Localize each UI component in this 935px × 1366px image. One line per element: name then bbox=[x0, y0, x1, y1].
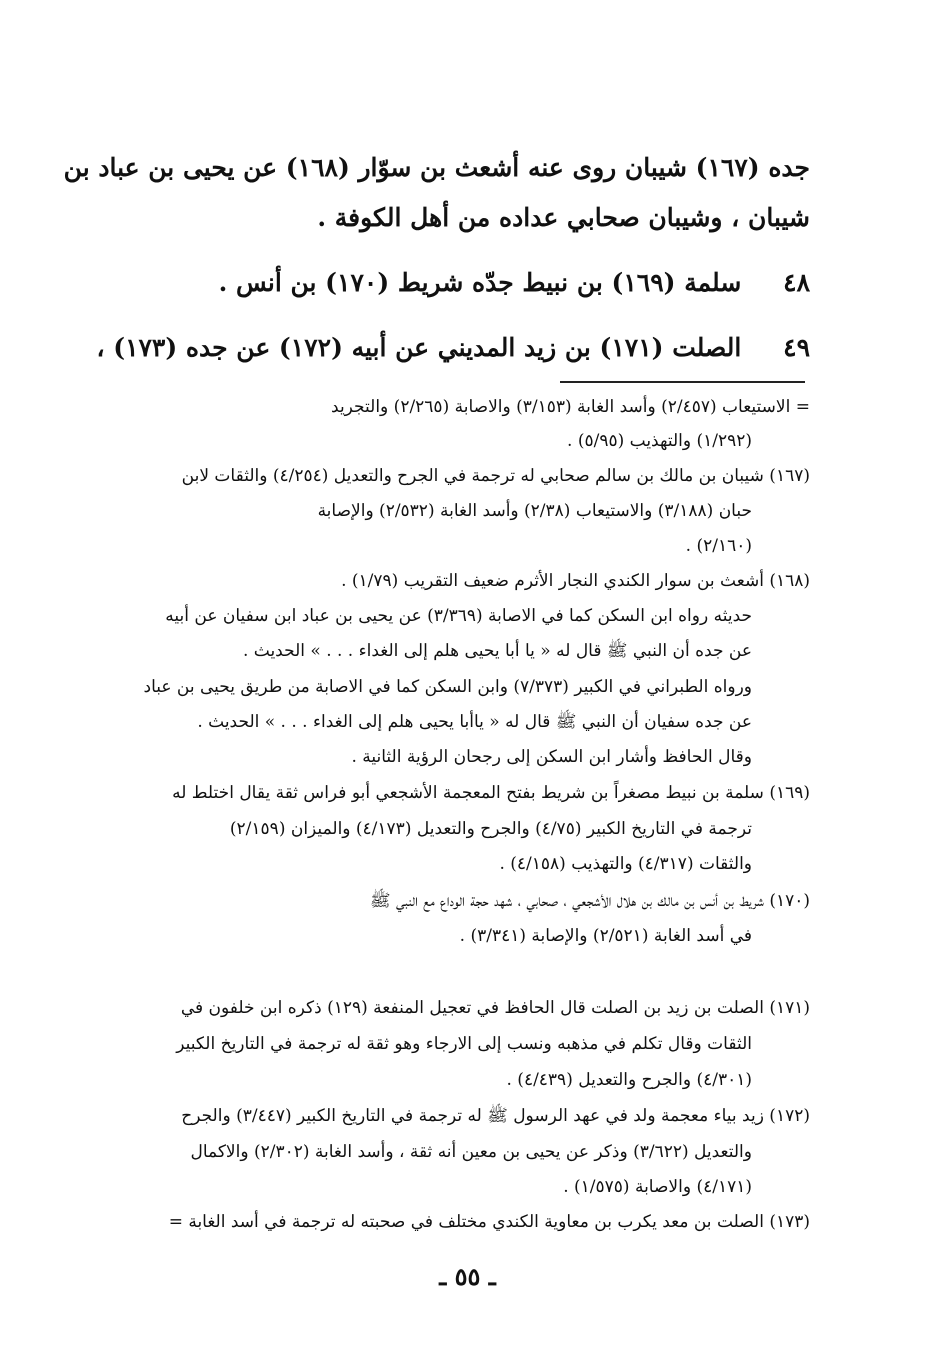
entry-49 bbox=[96, 333, 810, 362]
footnote-line: والثقات (٤/٣١٧) والتهذيب (٤/١٥٨) . bbox=[499, 854, 752, 874]
footnote-line: حديثه رواه ابن السكن كما في الاصابة (٣/٣٦٩) عن يحيى بن عباد ابن سفيان عن أبيه bbox=[165, 606, 752, 626]
entry-number: ٤٩ bbox=[783, 333, 810, 362]
entry-text: سلمة (١٦٩) بن نبيط جدّه شريط (١٧٠) بن أنس . bbox=[218, 268, 742, 297]
footnote-line: (١٧٣) الصلت بن معد يكرب بن معاوية الكندي مختلف في صحبته له ترجمة في أسد الغابة = bbox=[168, 1212, 810, 1232]
footnote-line: (١/٢٩٢) والتهذيب (٥/٩٥) . bbox=[567, 431, 752, 451]
footnote-line: (١٦٩) سلمة بن نبيط مصغراً بن شريط بفتح المعجمة الأشجعي أبو فراس ثقة يقال اختلط له bbox=[172, 783, 810, 803]
footnote-line: وقال الحافظ وأشار ابن السكن إلى رجحان الرؤية الثانية . bbox=[351, 747, 752, 767]
entry-number: ٤٨ bbox=[783, 268, 810, 297]
footnote-line: (٤/٣٠١) والجرح والتعديل (٤/٤٣٩) . bbox=[506, 1070, 752, 1090]
footnote-line: ورواه الطبراني في الكبير (٧/٣٧٣) وابن السكن كما في الاصابة من طريق يحيى بن عباد bbox=[143, 677, 752, 697]
footnote-line: (١٦٨) أشعث بن سوار الكندي النجار الأثرم ضعيف التقريب (١/٧٩) . bbox=[341, 571, 810, 591]
footnote-line: في أسد الغابة (٢/٥٢١) والإصابة (٣/٣٤١) . bbox=[459, 926, 752, 946]
footnote-line: (٢/١٦٠) . bbox=[685, 536, 752, 556]
footnote-line: حبان (٣/١٨٨) والاستيعاب (٢/٣٨) وأسد الغابة (٢/٥٣٢) والإصابة bbox=[317, 501, 752, 521]
footnote-line: عن جده أن النبي ﷺ قال له « يا أبا يحيى هلم إلى الغداء . . . » الحديث . bbox=[242, 641, 752, 661]
main-text-line-1: جده (١٦٧) شيبان روى عنه أشعث بن سوّار (١٦٨) عن يحيى بن عباد بن bbox=[63, 153, 810, 182]
footnote-line: = الاستيعاب (٢/٤٥٧) وأسد الغابة (٣/١٥٣) والاصابة (٢/٢٦٥) والتجريد bbox=[331, 397, 810, 417]
footnote-line: (١٧٠) شريط بن أنس بن مالك بن هلال الأشجعي ، صحابي ، شهد حجة الوداع مع النبي ﷺ bbox=[370, 891, 810, 911]
page-number: ـ ٥٥ ـ bbox=[439, 1262, 496, 1291]
footnote-line: ترجمة في التاريخ الكبير (٤/٧٥) والجرح والتعديل (٤/١٧٣) والميزان (٢/١٥٩) bbox=[229, 819, 752, 839]
footnote-line: (١٧١) الصلت بن زيد بن الصلت قال الحافظ في تعجيل المنفعة (١٢٩) ذكره ابن خلفون في bbox=[180, 998, 810, 1018]
footnote-line: والتعديل (٣/٦٢٢) وذكر عن يحيى بن معين أنه ثقة ، وأسد الغابة (٢/٣٠٢) والاكمال bbox=[190, 1142, 752, 1162]
footnote-line: (١٦٧) شيبان بن مالك بن سالم صحابي له ترجمة في الجرح والتعديل (٤/٢٥٤) والثقات لابن bbox=[181, 466, 810, 486]
footnote-line: عن جده سفيان أن النبي ﷺ قال له « ياأبا يحيى هلم إلى الغداء . . . » الحديث . bbox=[197, 712, 752, 732]
footnote-line: الثقات وقال تكلم في مذهبه ونسب إلى الارجاء وهو ثقة له ترجمة في التاريخ الكبير bbox=[176, 1034, 752, 1054]
entry-48 bbox=[120, 268, 810, 297]
footnote-separator bbox=[560, 381, 805, 383]
main-text-line-2: شيبان ، وشيبان صحابي عداده من أهل الكوفة . bbox=[317, 203, 810, 232]
footnote-line: (٤/١٧١) والاصابة (١/٥٧٥) . bbox=[563, 1177, 752, 1197]
footnote-line: (١٧٢) زيد بياء معجمة ولد في عهد الرسول ﷺ له ترجمة في التاريخ الكبير (٣/٤٤٧) والجرح bbox=[181, 1106, 810, 1126]
entry-text: الصلت (١٧١) بن زيد المديني عن أبيه (١٧٢) عن جده (١٧٣) ، bbox=[96, 333, 742, 362]
